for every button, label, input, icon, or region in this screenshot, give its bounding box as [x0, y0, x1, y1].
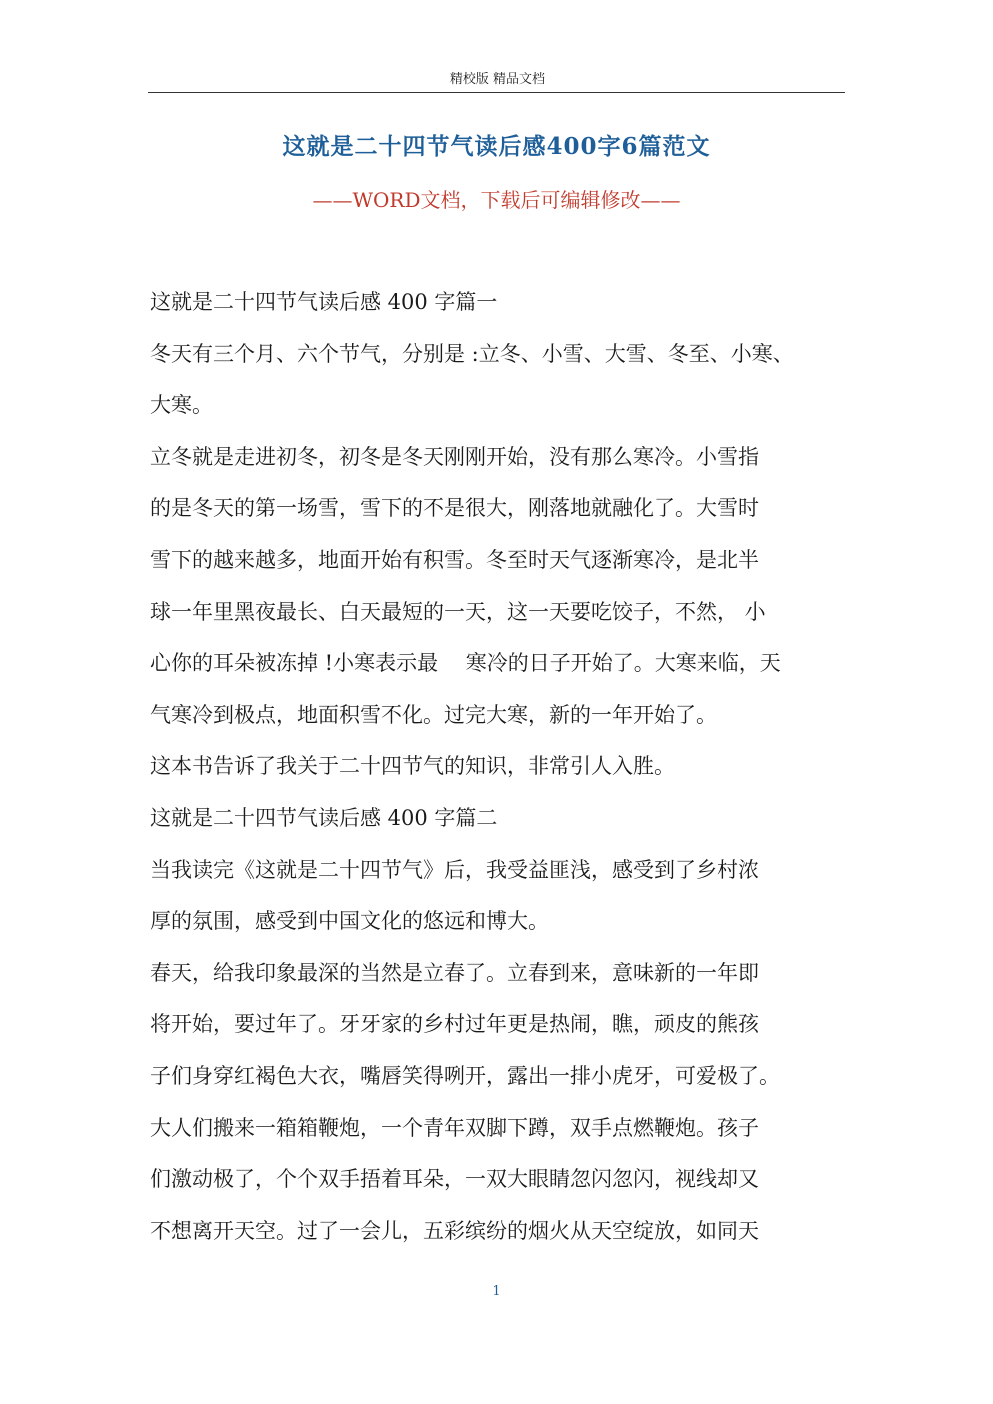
text-line: 球一年里黑夜最长、白天最短的一天，这一天要吃饺子，不然， 小 — [150, 599, 766, 624]
text-line: 当我读完《这就是二十四节气》后，我受益匪浅，感受到了乡村浓 — [150, 857, 759, 882]
page-number: 1 — [492, 1284, 501, 1299]
text-line: 这就是二十四节气读后感 400 字篇二 — [150, 805, 498, 830]
document-subtitle: ——WORD文档，下载后可编辑修改—— — [312, 188, 681, 212]
text-line: 这就是二十四节气读后感 400 字篇一 — [150, 290, 498, 314]
text-line: 心你的耳朵被冻掉 !小寒表示最 寒冷的日子开始了。大寒来临，天 — [150, 651, 781, 676]
text-line: 们激动极了，个个双手捂着耳朵，一双大眼睛忽闪忽闪，视线却又 — [150, 1167, 759, 1192]
text-line: 子们身穿红褐色大衣，嘴唇笑得咧开，露出一排小虎牙，可爱极了。 — [150, 1063, 780, 1088]
text-line: 春天，给我印象最深的当然是立春了。立春到来，意味新的一年即 — [150, 960, 759, 985]
text-line: 的是冬天的第一场雪，雪下的不是很大，刚落地就融化了。大雪时 — [150, 496, 759, 521]
text-line: 大人们搬来一箱箱鞭炮，一个青年双脚下蹲，双手点燃鞭炮。孩子 — [150, 1115, 759, 1140]
header-divider — [148, 92, 845, 93]
text-line: 这本书告诉了我关于二十四节气的知识，非常引人入胜。 — [150, 754, 675, 779]
text-line: 大寒。 — [150, 393, 213, 418]
text-line: 雪下的越来越多，地面开始有积雪。冬至时天气逐渐寒冷，是北半 — [150, 547, 759, 572]
page-header: 精校版 精品文档 — [449, 72, 546, 87]
text-line: 气寒冷到极点，地面积雪不化。过完大寒，新的一年开始了。 — [150, 702, 717, 727]
text-line: 厚的氛围，感受到中国文化的悠远和博大。 — [150, 909, 549, 934]
text-line: 将开始，要过年了。牙牙家的乡村过年更是热闹，瞧，顽皮的熊孩 — [150, 1012, 759, 1037]
text-line: 立冬就是走进初冬，初冬是冬天刚刚开始，没有那么寒冷。小雪指 — [150, 444, 759, 469]
text-line: 冬天有三个月、六个节气，分别是 :立冬、小雪、大雪、冬至、小寒、 — [150, 341, 794, 366]
body-text — [150, 277, 850, 1257]
document-title: 这就是二十四节气读后感400字6篇范文 — [282, 133, 711, 160]
text-line: 不想离开天空。过了一会儿，五彩缤纷的烟火从天空绽放，如同天 — [150, 1218, 759, 1243]
